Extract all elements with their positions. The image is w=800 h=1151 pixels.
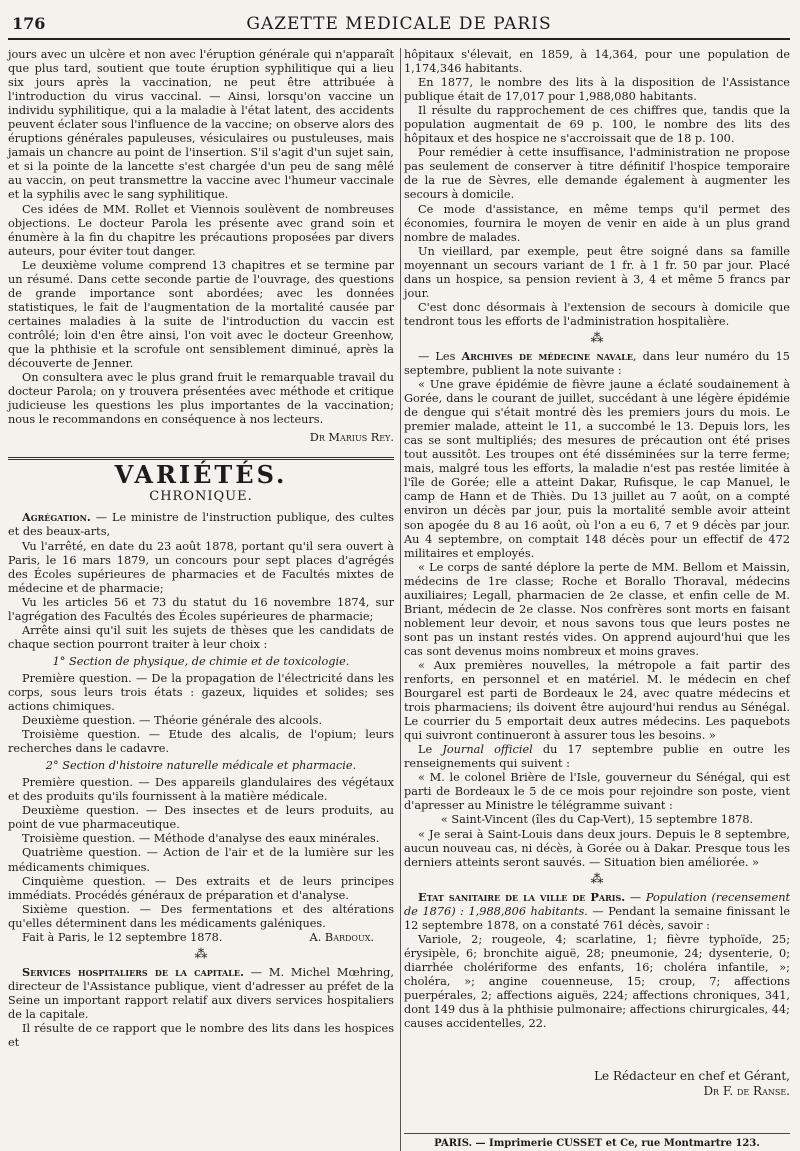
quote-paragraph: « Une grave épidémie de fièvre jaune a éclaté soudainement à Gorée, dans le courant de juillet, succédant à une légère épidémie de dengue qui s'était montré dès les premiers jours du mois. Le premier malade, atteint le 11, a succombé le 13. Depuis lors, les cas se sont multipliés; des mesures de précaution ont été prises tout aussitôt. Les troupes ont été disséminées sur la terre ferme; mais, malgré tous les efforts, la maladie n'est pas restée limitée à l'île de Gorée; elle a atteint Dakar, Rufisque, le cap Manuel, le camp de Hann et de Thiès. Du 13 juillet au 7 août, on a compté environ un décès par jour, puis la mortalité semble avoir atteint son apogée du 8 au 16 août, où l'on a eu 6, 7 et 9 décès par jour. Au 4 septembre, on comptait 148 décès pour un effectif de 472 militaires et employés. bbox=[404, 378, 790, 560]
journal-title: GAZETTE MEDICALE DE PARIS bbox=[246, 14, 552, 34]
editor-name: Dr F. de Ranse. bbox=[703, 1084, 790, 1099]
quote-paragraph: « M. le colonel Brière de l'Isle, gouverneur du Sénégal, qui est parti de Bordeaux le 5 de ce mois pour rejoindre son poste, vient d'apresser au Ministre le télégramme suivant : bbox=[404, 771, 790, 813]
left-column bbox=[8, 48, 401, 1151]
editor-title: Le Rédacteur en chef et Gérant, bbox=[594, 1069, 790, 1084]
paragraph: On consultera avec le plus grand fruit le remarquable travail du docteur Parola; on y trouvera présentées avec méthode et critique judicieuse les questions les plus importantes de la vaccination; nous le recommandons en conséquence à nos lecteurs. bbox=[8, 371, 394, 427]
ornament-asterism: ⁂ bbox=[590, 330, 604, 346]
journal-name: Journal officiel bbox=[442, 743, 533, 757]
printer-imprint: PARIS. — Imprimerie CUSSET et Ce, rue Montmartre 123. bbox=[404, 1133, 790, 1151]
paragraph bbox=[404, 743, 790, 771]
telegram-dateline: « Saint-Vincent (îles du Cap-Vert), 15 septembre 1878. bbox=[440, 813, 754, 827]
paragraph: hôpitaux s'élevait, en 1859, à 14,364, pour une population de 1,174,346 habitants. bbox=[404, 48, 790, 76]
decree-date: Fait à Paris, le 12 septembre 1878. bbox=[22, 930, 223, 944]
paragraph: Ce mode d'assistance, en même temps qu'il permet des économies, fournira le moyen de venir en aide à un plus grand nombre de malades. bbox=[404, 202, 790, 244]
right-column bbox=[404, 48, 790, 1151]
paragraph: jours avec un ulcère et non avec l'éruption générale qui n'apparaît que plus tard, soutient que toute éruption syphilitique qui a lieu six jours après la vaccination, ne peut être attribuée à l'introduction du virus vaccinal. — Ainsi, lorsqu'on vaccine un individu syphilitique, qui a la maladie à l'état latent, des accidents peuvent éclater sous l'influence de la vaccine; on observe alors des éruptions générales papuleuses, vésiculaires ou pustuleuses, mais jamais un chancre au point de l'insertion. S'il s'agit d'un sujet sain, et si la pointe de la lancette s'est chargée d'un peu de sang mêlé au vaccin, on peut transmettre la vaccine avec l'humeur vaccinale et la syphilis avec le sang syphilitique. bbox=[8, 48, 394, 202]
subsection-heading: CHRONIQUE. bbox=[149, 489, 253, 505]
paragraph bbox=[8, 965, 394, 1022]
question-item: Première question. — De la propagation de l'électricité dans les corps, sous leurs trois états : gazeux, liquides et solides; ses actions chimiques. bbox=[8, 671, 394, 714]
question-item: Troisième question. — Méthode d'analyse des eaux minérales. bbox=[22, 832, 380, 846]
page-header bbox=[8, 12, 790, 40]
paragraph: Vu les articles 56 et 73 du statut du 16 novembre 1874, sur l'agrégation des Facultés des Écoles supérieures de pharmacie; bbox=[8, 595, 394, 623]
rubric-text: — M. Michel Mœhring, directeur de l'Assistance publique, vient d'adresser au préfet de la Seine un important rapport relatif aux divers services hospitaliers de la capitale. bbox=[8, 965, 395, 1021]
rubric-label: Services hospitaliers de la capitale. bbox=[22, 964, 244, 979]
editor-signature bbox=[404, 1069, 790, 1099]
question-item: Cinquième question. — Des extraits et de leurs principes immédiats. Procédés généraux de préparation et d'analyse. bbox=[8, 874, 394, 902]
question-item: Deuxième question. — Des insectes et de leurs produits, au point de vue pharmaceutique. bbox=[8, 804, 394, 832]
author-signature: Dr Marius Rey. bbox=[309, 431, 394, 445]
paragraph bbox=[404, 890, 790, 933]
thesis-section-title: 1° Section de physique, de chimie et de toxicologie. bbox=[52, 654, 350, 668]
population-text: — Population (recensement de 1876) : 1,988,806 habitants. bbox=[404, 890, 791, 918]
quote-paragraph: « Je serai à Saint-Louis dans deux jours. Depuis le 8 septembre, aucun nouveau cas, ni décès, à Gorée ou à Dakar. Presque tous les derniers atteints seront sauvés. — Situation bien améliorée. » bbox=[404, 827, 790, 869]
rubric-text: — Le ministre de l'instruction publique, des cultes et des beaux-arts, bbox=[8, 511, 394, 539]
ornament-asterism: ⁂ bbox=[590, 871, 604, 887]
thesis-section-title: 2° Section d'histoire naturelle médicale et pharmacie. bbox=[45, 759, 357, 773]
rubric-text: — Pendant la semaine finissant le 12 septembre 1878, on a constaté 761 décès, savoir : bbox=[404, 904, 790, 932]
question-item: Sixième question. — Des fermentations et des altérations qu'elles déterminent dans les médicaments galéniques. bbox=[8, 902, 394, 930]
mortality-causes: Variole, 2; rougeole, 4; scarlatine, 1; fièvre typhoïde, 25; érysipèle, 6; bronchite aiguë, 28; pneumonie, 24; dysenterie, 0; diarrhée cholériforme des enfants, 16; choléra infantile, »; choléra, »; angine couenneuse, 15; croup, 7; affections puerpérales, 2; affections aiguës, 224; affections chroniques, 341, dont 149 dus à la phthisie pulmonaire; affections chirurgicales, 44; causes accidentelles, 22. bbox=[404, 932, 790, 1031]
text-fragment: Le bbox=[418, 743, 443, 757]
paragraph: Il résulte de ce rapport que le nombre des lits dans les hospices et bbox=[8, 1022, 394, 1050]
text-fragment: , dans leur numéro du 15 septembre, publient la note suivante : bbox=[404, 349, 790, 377]
paragraph: Vu l'arrêté, en date du 23 août 1878, portant qu'il sera ouvert à Paris, le 16 mars 1879, un concours pour sept places d'agrégés des Écoles supérieures de pharmacies et de Facultés mixtes de médecine et de pharmacie; bbox=[8, 539, 394, 595]
question-item: Deuxième question. — Théorie générale des alcools. bbox=[22, 714, 323, 728]
quote-paragraph: « Le corps de santé déplore la perte de MM. Bellom et Maissin, médecins de 1re classe; Roche et Borallo Thoraval, médecins auxiliaires; Legall, pharmacien de 2e classe, et enfin celle de M. Briant, médecin de 2e classe. Nos confrères sont morts en faisant noblement leur devoir, et nous savons tous que leurs postes ne sont pas un instant restés vides. On apprend aujourd'hui que les cas sont devenus moins nombreux et moins graves. bbox=[404, 560, 790, 658]
rubric-label: Agrégation. bbox=[22, 510, 91, 525]
paragraph: Ces idées de MM. Rollet et Viennois soulèvent de nombreuses objections. Le docteur Parola les présente avec grand soin et énumère à la fin du chapitre les précautions proposées par divers auteurs, pour éviter tout danger. bbox=[8, 202, 394, 258]
section-heading: VARIÉTÉS. bbox=[114, 460, 288, 490]
two-columns bbox=[8, 48, 790, 1151]
paragraph bbox=[8, 510, 394, 539]
page-number: 176 bbox=[12, 14, 46, 33]
paragraph: Arrête ainsi qu'il suit les sujets de thèses que les candidats de chaque section pourront traiter à leur choix : bbox=[8, 623, 394, 651]
paragraph bbox=[404, 349, 790, 378]
text-fragment: — Les bbox=[418, 349, 462, 363]
text-fragment: du 17 septembre publie en outre les renseignements qui suivent : bbox=[404, 743, 790, 771]
paragraph: Il résulte du rapprochement de ces chiffres que, tandis que la population augmentait de 69 p. 100, le nombre des lits des hôpitaux et des hospice ne s'accroissait que de 18 p. 100. bbox=[404, 104, 790, 146]
quote-paragraph: « Aux premières nouvelles, la métropole a fait partir des renforts, en personnel et en matériel. M. le médecin en chef Bourgarel est parti de Bordeaux le 24, avec quatre médecins et trois pharmaciens; ils doivent être aujourd'hui rendus au Sénégal. Le courrier du 5 emportait deux autres médecins. Les paquebots qui suivront continueront à assurer tous les besoins. » bbox=[404, 658, 790, 743]
paragraph: En 1877, le nombre des lits à la disposition de l'Assistance publique était de 17,017 pour 1,988,080 habitants. bbox=[404, 76, 790, 104]
minister-signature: A. Bardoux. bbox=[309, 930, 374, 944]
paragraph: Pour remédier à cette insuffisance, l'administration ne propose pas seulement de conserver à titre définitif l'hospice temporaire de la rue de Sèvres, elle demande également à augmenter les secours à domicile. bbox=[404, 146, 790, 202]
question-item: Quatrième question. — Action de l'air et de la lumière sur les médicaments chimiques. bbox=[8, 846, 394, 874]
paragraph: Un vieillard, par exemple, peut être soigné dans sa famille moyennant un secours variant de 1 fr. à 1 fr. 50 par jour. Placé dans un hospice, sa pension revient à 3, 4 et même 5 francs par jour. bbox=[404, 244, 790, 300]
rubric-label: Etat sanitaire de la ville de Paris. bbox=[418, 889, 626, 904]
paragraph: C'est donc désormais à l'extension de secours à domicile que tendront tous les efforts de l'administration hospitalière. bbox=[404, 300, 790, 328]
ornament-asterism: ⁂ bbox=[194, 946, 208, 962]
question-item: Première question. — Des appareils glandulaires des végétaux et des produits qu'ils fournissent à la matière médicale. bbox=[8, 776, 394, 804]
rubric-label: Archives de médecine navale bbox=[461, 348, 633, 363]
question-item: Troisième question. — Etude des alcalis, de l'opium; leurs recherches dans le cadavre. bbox=[8, 728, 394, 756]
paragraph: Le deuxième volume comprend 13 chapitres et se termine par un résumé. Dans cette seconde partie de l'ouvrage, des questions de grande importance sont abordées; avec les données statistiques, le fait de l'augmentation de la mortalité causée par certaines maladies à la suite de l'introduction du vaccin est contrôlé; loin d'en être ainsi, l'on voit avec le docteur Greenhow, que la phthisie et la scrofule ont sensiblement diminué, après la découverte de Jenner. bbox=[8, 258, 394, 371]
decree-date-line bbox=[8, 931, 394, 945]
